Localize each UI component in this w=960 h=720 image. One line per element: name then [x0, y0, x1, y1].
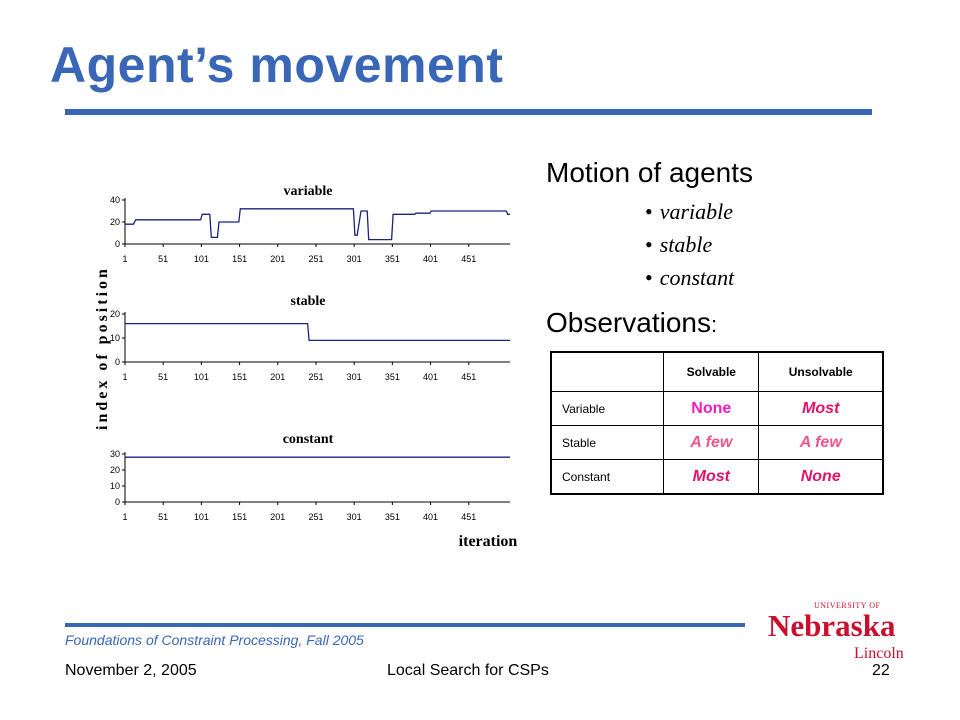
series-line: [125, 209, 510, 240]
observations-heading: [546, 307, 717, 339]
y-tick-label: 0: [114, 497, 120, 507]
x-tick-label: 201: [270, 254, 286, 264]
x-tick-label: 451: [461, 372, 477, 382]
motion-item: • constant: [645, 261, 734, 294]
y-tick-label: 40: [109, 195, 120, 205]
table-cell: None: [664, 392, 759, 426]
x-tick-label: 201: [270, 512, 286, 522]
x-tick-label: 301: [346, 372, 362, 382]
table-cell: Most: [759, 392, 883, 426]
y-tick-label: 20: [109, 217, 120, 227]
footer-rule: [65, 623, 745, 627]
page-number: 22: [872, 662, 890, 679]
chart-title: constant: [282, 432, 334, 447]
table-cell: A few: [664, 426, 759, 460]
x-tick-label: 401: [423, 372, 439, 382]
y-axis-label: index of position: [94, 266, 111, 430]
slide-title: Agent’s movement: [50, 37, 504, 93]
y-tick-label: 10: [109, 333, 120, 343]
chart-title: variable: [283, 184, 333, 199]
x-tick-label: 151: [232, 372, 248, 382]
x-tick-label: 151: [232, 254, 248, 264]
row-label: Stable: [551, 426, 664, 460]
footer-date: November 2, 2005: [65, 662, 197, 679]
chart-title: stable: [290, 294, 326, 309]
x-tick-label: 151: [232, 512, 248, 522]
logo-name: Nebraska: [768, 608, 896, 643]
motion-list: [645, 195, 734, 294]
y-tick-label: 20: [109, 309, 120, 319]
table-header-row: [551, 352, 883, 392]
x-tick-label: 1: [122, 372, 128, 382]
x-tick-label: 451: [461, 254, 477, 264]
table-cell: A few: [759, 426, 883, 460]
x-tick-label: 301: [346, 512, 362, 522]
charts-area: [100, 0, 540, 560]
table-row: [551, 426, 883, 460]
row-label: Variable: [551, 392, 664, 426]
row-label: Constant: [551, 460, 664, 495]
x-tick-label: 1: [122, 254, 128, 264]
x-tick-label: 51: [158, 254, 169, 264]
logo-university-of: UNIVERSITY OF: [814, 601, 881, 610]
x-tick-label: 301: [346, 254, 362, 264]
motion-item: • stable: [645, 228, 734, 261]
y-tick-label: 10: [109, 481, 120, 491]
x-tick-label: 351: [384, 254, 400, 264]
y-tick-label: 20: [109, 465, 120, 475]
table-header-cell: Unsolvable: [759, 352, 883, 392]
series-line: [125, 324, 510, 341]
x-tick-label: 451: [461, 512, 477, 522]
x-tick-label: 251: [308, 372, 324, 382]
motion-heading: Motion of agents: [546, 157, 754, 188]
y-tick-label: 0: [114, 239, 120, 249]
motion-item: • variable: [645, 195, 734, 228]
table-row: [551, 392, 883, 426]
x-tick-label: 401: [423, 254, 439, 264]
table-row: [551, 460, 883, 495]
table-cell: None: [759, 460, 883, 495]
observations-colon: :: [710, 312, 718, 337]
x-tick-label: 101: [193, 254, 209, 264]
x-tick-label: 351: [384, 372, 400, 382]
table-cell: Most: [664, 460, 759, 495]
footer-topic: Local Search for CSPs: [387, 662, 549, 679]
table-header-cell: [551, 352, 664, 392]
x-tick-label: 251: [308, 512, 324, 522]
x-tick-label: 251: [308, 254, 324, 264]
observations-table: [550, 351, 884, 495]
y-tick-label: 30: [109, 449, 120, 459]
x-tick-label: 201: [270, 372, 286, 382]
x-tick-label: 1: [122, 512, 128, 522]
footer-course: Foundations of Constraint Processing, Fall 2005: [65, 632, 364, 648]
x-axis-label: iteration: [458, 533, 518, 550]
y-tick-label: 0: [114, 357, 120, 367]
logo-campus: Lincoln: [854, 645, 904, 662]
x-tick-label: 351: [384, 512, 400, 522]
university-logo: [766, 598, 906, 662]
table-header-cell: Solvable: [664, 352, 759, 392]
x-tick-label: 101: [193, 372, 209, 382]
observations-heading-text: Observations: [546, 307, 711, 338]
x-tick-label: 101: [193, 512, 209, 522]
x-tick-label: 51: [158, 372, 169, 382]
x-tick-label: 401: [423, 512, 439, 522]
x-tick-label: 51: [158, 512, 169, 522]
